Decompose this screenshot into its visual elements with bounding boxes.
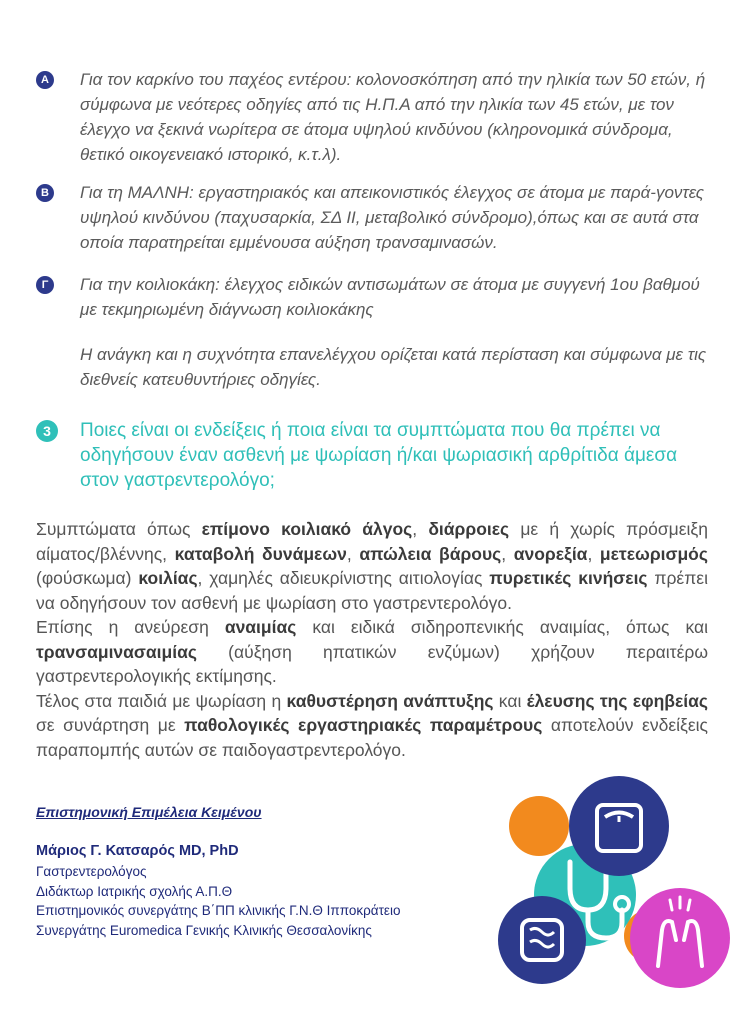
question-number-badge: 3: [36, 420, 58, 442]
credential-line: Γαστρεντερολόγος: [36, 864, 147, 879]
list-item-text: Για τη ΜΑΛΝΗ: εργαστηριακός και απεικονιστικός έλεγχος σε άτομα με παρά-γοντες υψηλού κινδύνου (παχυσαρκία, ΣΔ ΙΙ, μεταβολικό σύνδρομο),όπως και σε αυτά στα οποία παρατηρείται εμμένουσα αύξηση τρανσαμινασών.: [80, 183, 705, 252]
list-item-text: Για την κοιλιοκάκη: έλεγχος ειδικών αντισωμάτων σε άτομα με συγγενή 1ου βαθμού με τεκμηριωμένη διάγνωση κοιλιοκάκης: [80, 275, 700, 319]
list-item-a: [36, 67, 716, 167]
letter-badge-a: A: [36, 71, 54, 89]
credential-line: Συνεργάτης Euromedica Γενικής Κλινικής Θεσσαλονίκης: [36, 922, 372, 938]
list-item-g: [36, 272, 716, 322]
credit-heading: Επιστημονική Επιμέλεια Κειμένου: [36, 804, 262, 820]
letter-badge-g: Γ: [36, 276, 54, 294]
recheck-note: Η ανάγκη και η συχνότητα επανελέγχου ορίζεται κατά περίσταση και σύμφωνα με τις διεθνείς κατευθυντήριες οδηγίες.: [80, 345, 707, 389]
scale-icon: [569, 776, 669, 876]
letter-badge-b: B: [36, 184, 54, 202]
list-item-b: [36, 180, 716, 255]
symptoms-paragraph: Συμπτώματα όπως επίμονο κοιλιακό άλγος, διάρροιες με ή χωρίς πρόσμειξη αίματος/βλέννης, καταβολή δυνάμεων, απώλεια βάρους, ανορεξία, μετεωρισμός (φούσκωμα) κοιλίας, χαμηλές αδιευκρίνιστης αιτιολογίας πυρετικές κινήσεις πρέπει να οδηγήσουν τον ασθενή με ψωρίαση στο γαστρεντερολόγο. Επίσης η ανεύρεση αναιμίας και ειδικά σιδηροπενικής αναιμίας, όπως και τρανσαμινασαιμίας (αύξηση ηπατικών ενζύμων) χρήζουν περαιτέρω γαστρεντερολογικής εκτίμησης. Τέλος στα παιδιά με ψωρίαση η καθυστέρηση ανάπτυξης και έλευσης της εφηβείας σε συνάρτηση με παθολογικές εργαστηριακές παραμέτρους αποτελούν ενδείξεις παραπομπής αυτών σε παιδογαστρεντερολόγο.: [36, 519, 708, 760]
credential-line: Διδάκτωρ Ιατρικής σχολής Α.Π.Θ: [36, 883, 233, 899]
intestine-icon: [498, 896, 586, 984]
credential-line: Επιστημονικός συνεργάτης Β΄ΠΠ κλινικής Γ.Ν.Θ Ιπποκράτειο: [36, 903, 401, 918]
author-name: Μάριος Γ. Κατσαρός MD, PhD: [36, 843, 239, 859]
orange-dot-large: [509, 796, 569, 856]
question-heading: Ποιες είναι οι ενδείξεις ή ποια είναι τα συμπτώματα που θα πρέπει να οδηγήσουν έναν ασθενή με ψωρίαση ή/και ψωριασική αρθρίτιδα άμεσα στον γαστρεντερολόγο;: [80, 420, 678, 491]
author-credentials: [36, 862, 400, 940]
hands-icon: [630, 888, 730, 988]
list-item-text: Για τον καρκίνο του παχέος εντέρου: κολονοσκόπηση από την ηλικία των 50 ετών, ή σύμφωνα με νεότερες οδηγίες από τις Η.Π.Α από την ηλικία των 45 ετών, με τον έλεγχο να ξεκινά νωρίτερα σε άτομα υψηλού κινδύνου (κληρονομικά σύνδρομα, θετικό οικογενειακό ιστορικό, κ.τ.λ).: [80, 70, 706, 164]
medical-illustration: [490, 770, 738, 1024]
